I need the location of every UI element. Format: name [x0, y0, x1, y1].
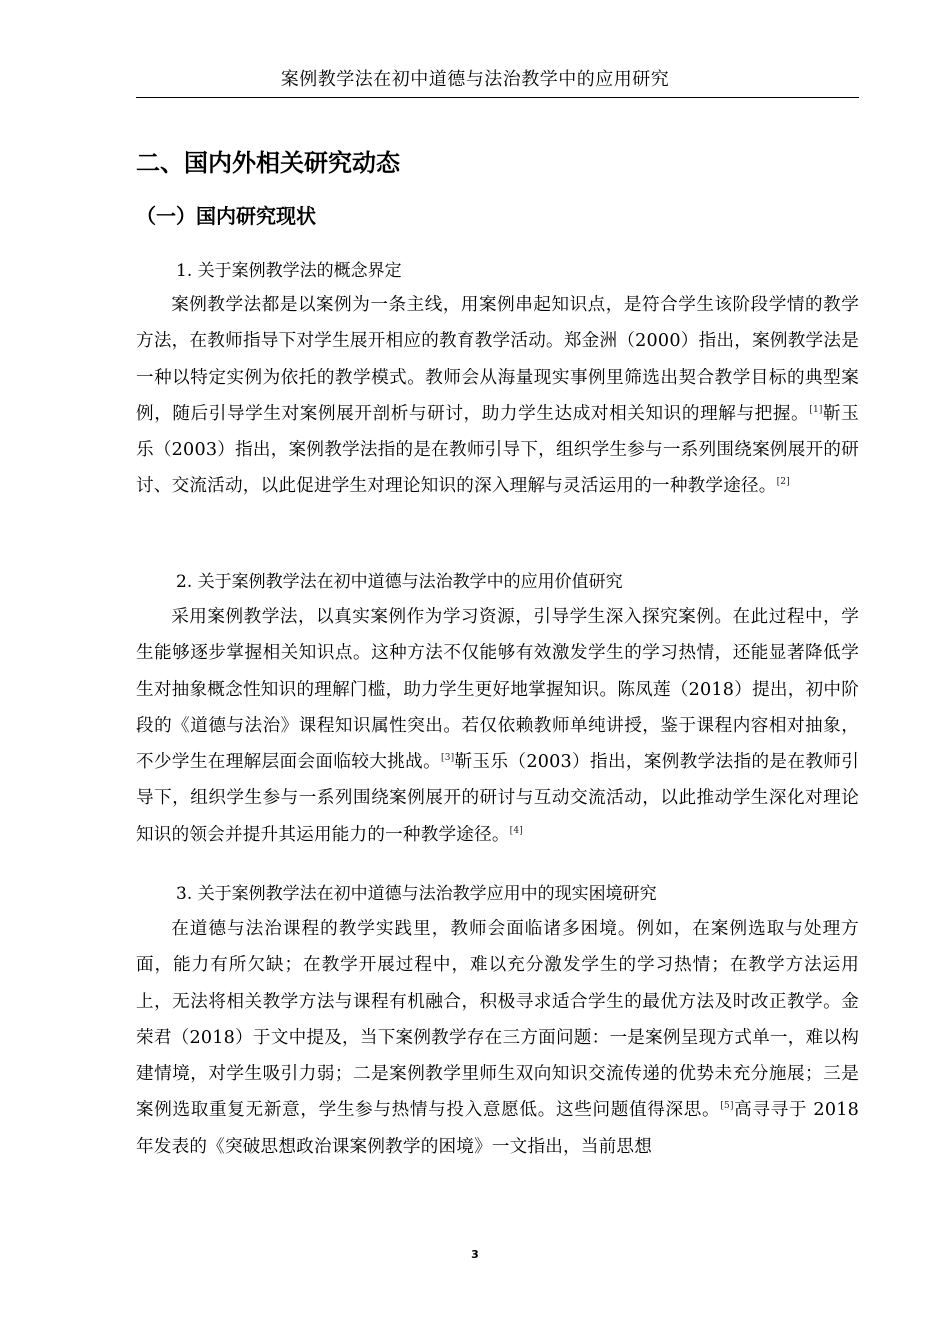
citation-1: [1] — [809, 404, 823, 415]
item-3-title: 3. 关于案例教学法在初中道德与法治教学应用中的现实困境研究 — [176, 884, 657, 904]
item-2-title: 2. 关于案例教学法在初中道德与法治教学中的应用价值研究 — [176, 572, 623, 592]
item-1-title: 1. 关于案例教学法的概念界定 — [176, 261, 402, 281]
citation-5: [5] — [720, 1101, 734, 1112]
item-3-text-b: 高寻寻于 2018 年发表的《突破思想政治课案例教学的困境》一文指出，当前思想 — [136, 1100, 860, 1157]
section-heading: 二、国内外相关研究动态 — [136, 149, 400, 177]
citation-4: [4] — [509, 825, 524, 836]
item-3-text-a: 在道德与法治课程的教学实践里，教师会面临诸多困境。例如，在案例选取与处理方面，能力有所欠缺；在教学开展过程中，难以充分激发学生的学习热情；在教学方法运用上，无法将相关教学方法与课程有机融合，积极寻求适合学生的最优方法及时改正教学。金荣君（2018）于文中提及，当下案例教学存在三方面问题：一是案例呈现方式单一，难以构建情境，对学生吸引力弱；二是案例教学里师生双向知识交流传递的优势未充分施展；三是案例选取重复无新意，学生参与热情与投入意愿低。这些问题值得深思。 — [136, 919, 859, 1121]
item-1-text-a: 案例教学法都是以案例为一条主线，用案例串起知识点，是符合学生该阶段学情的教学方法，在教师指导下对学生展开相应的教育教学活动。郑金洲（2000）指出，案例教学法是一种以特定实例为依托的教学模式。教师会从海量现实事例里筛选出契合教学目标的典型案例，随后引导学生对案例展开剖析与研讨，助力学生达成对相关知识的理解与把握。 — [136, 295, 859, 424]
page-header-title: 案例教学法在初中道德与法治教学中的应用研究 — [280, 69, 670, 90]
page-number: 3 — [471, 1248, 479, 1261]
citation-2: [2] — [776, 477, 790, 488]
item-1-paragraph — [136, 287, 859, 505]
subsection-heading: （一）国内研究现状 — [136, 204, 316, 228]
item-2-paragraph — [136, 599, 859, 853]
citation-3: [3] — [441, 753, 455, 764]
header-divider — [136, 97, 859, 98]
item-2-text-b: 靳玉乐（2003）指出，案例教学法指的是在教师引导下，组织学生参与一系列围绕案例展开的研讨与互动交流活动，以此推动学生深化对理论知识的领会并提升其运用能力的一种教学途径。 — [136, 752, 860, 845]
item-2-text-a: 采用案例教学法，以真实案例作为学习资源，引导学生深入探究案例。在此过程中，学生能够逐步掌握相关知识点。这种方法不仅能够有效激发学生的学习热情，还能显著降低学生对抽象概念性知识的理解门槛，助力学生更好地掌握知识。陈凤莲（2018）提出，初中阶段的《道德与法治》课程知识属性突出。若仅依赖教师单纯讲授，鉴于课程内容相对抽象，不少学生在理解层面会面临较大挑战。 — [136, 607, 859, 773]
item-3-paragraph — [136, 911, 859, 1165]
item-1-text-b: 靳玉乐（2003）指出，案例教学法指的是在教师引导下，组织学生参与一系列围绕案例展开的研讨、交流活动，以此促进学生对理论知识的深入理解与灵活运用的一种教学途径。 — [136, 403, 860, 497]
